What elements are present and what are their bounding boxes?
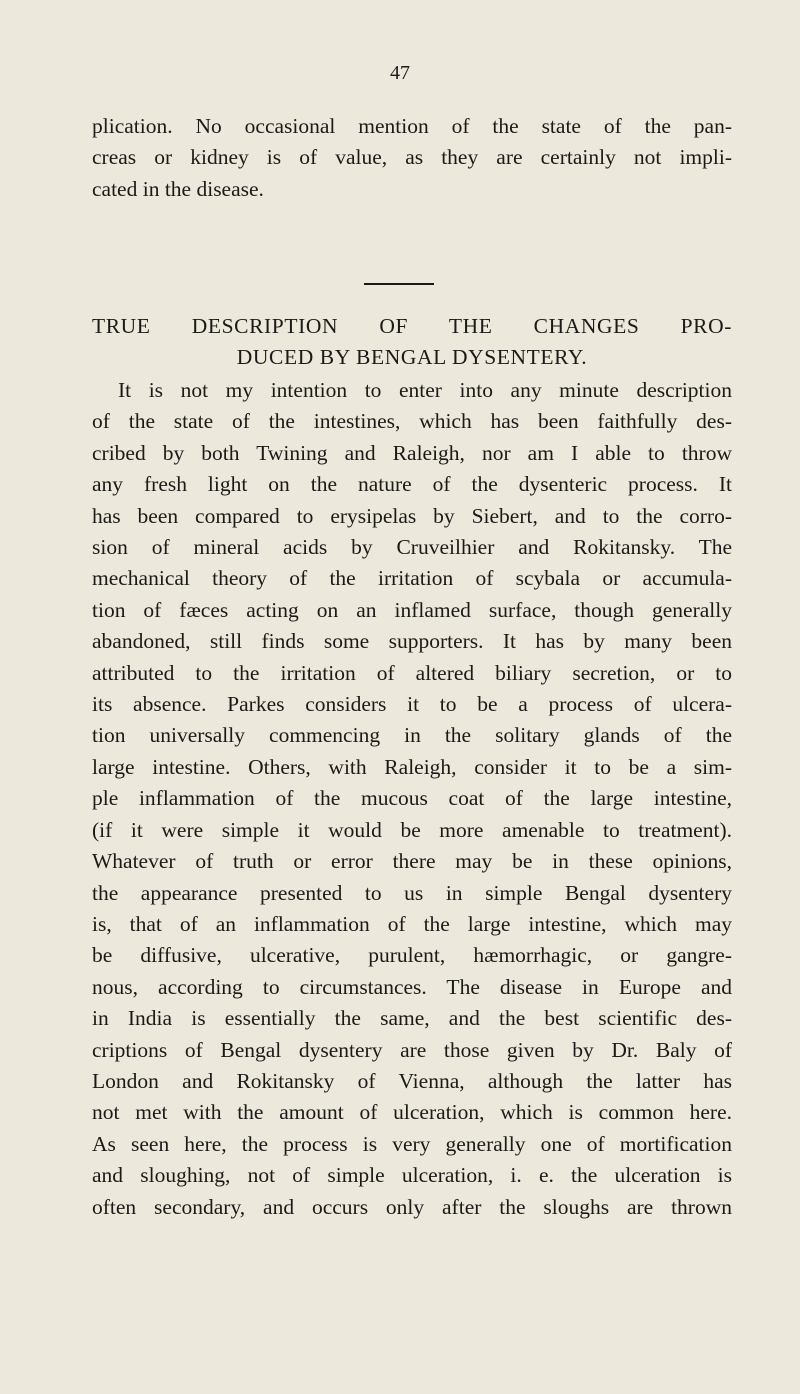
heading-line: TRUE DESCRIPTION OF THE CHANGES PRO- (92, 314, 732, 338)
text-line: plication. No occasional mention of the state of the pan- (92, 114, 732, 138)
text-line: has been compared to erysipelas by Siebert, and to the corro- (92, 503, 732, 528)
text-line: in India is essentially the same, and the best scientific des- (92, 1006, 732, 1031)
text-line: Whatever of truth or error there may be in these opinions, (92, 849, 732, 874)
text-line: cribed by both Twining and Raleigh, nor am I able to throw (92, 440, 732, 465)
heading-line: DUCED BY BENGAL DYSENTERY. (236, 345, 588, 370)
page-number: 47 (390, 62, 410, 84)
text-line: tion of fæces acting on an inflamed surface, though generally (92, 597, 732, 622)
text-line: the appearance presented to us in simple Bengal dysentery (92, 880, 732, 905)
text-line: large intestine. Others, with Raleigh, consider it to be a sim- (92, 754, 732, 779)
text-line: and sloughing, not of simple ulceration, i. e. the ulceration is (92, 1163, 732, 1188)
text-line: cated in the disease. (92, 176, 264, 201)
body-paragraph (92, 375, 732, 1223)
text-line: (if it were simple it would be more amenable to treatment). (92, 817, 732, 842)
text-line: of the state of the intestines, which has been faithfully des- (92, 409, 732, 434)
text-line: ple inflammation of the mucous coat of the large intestine, (92, 786, 732, 811)
text-line: attributed to the irritation of altered biliary secretion, or to (92, 660, 732, 685)
text-line: criptions of Bengal dysentery are those given by Dr. Baly of (92, 1037, 732, 1062)
text-line: any fresh light on the nature of the dysenteric process. It (92, 472, 732, 497)
text-line: It is not my intention to enter into any minute description (118, 378, 732, 402)
text-line: mechanical theory of the irritation of scybala or accumula- (92, 566, 732, 591)
text-line: London and Rokitansky of Vienna, although the latter has (92, 1068, 732, 1093)
text-line: creas or kidney is of value, as they are certainly not impli- (92, 145, 732, 170)
intro-paragraph (92, 111, 732, 205)
section-heading (92, 311, 732, 374)
text-line: is, that of an inflammation of the large intestine, which may (92, 911, 732, 936)
text-line: not met with the amount of ulceration, which is common here. (92, 1100, 732, 1125)
text-line: abandoned, still finds some supporters. It has by many been (92, 629, 732, 654)
text-line: nous, according to circumstances. The disease in Europe and (92, 974, 732, 999)
text-line: tion universally commencing in the solitary glands of the (92, 723, 732, 748)
text-line: As seen here, the process is very generally one of mortification (92, 1131, 732, 1156)
text-line: be diffusive, ulcerative, purulent, hæmorrhagic, or gangre- (92, 943, 732, 968)
section-divider (364, 283, 434, 285)
text-line: often secondary, and occurs only after the sloughs are thrown (92, 1194, 732, 1219)
text-line: sion of mineral acids by Cruveilhier and Rokitansky. The (92, 535, 732, 560)
text-line: its absence. Parkes considers it to be a process of ulcera- (92, 692, 732, 717)
